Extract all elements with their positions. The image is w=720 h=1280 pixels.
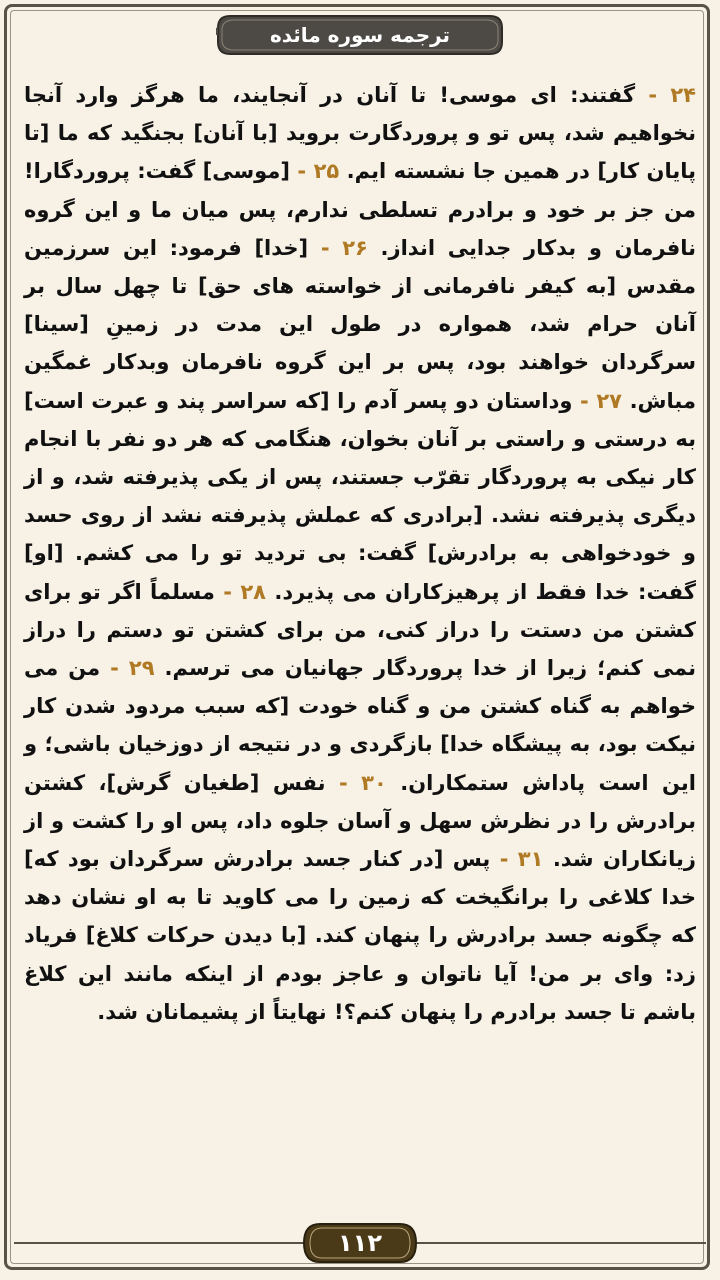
verse-text: من می خواهم به گناه کشتن من و گناه خودت [که سبب مردود شدن کار نیکت بود، به پیشگاه خدا] بازگردی و در نتیجه از دوزخیان باشی؛ و این است پاداش ستمکاران. — [24, 656, 696, 795]
verse-text: مسلماً اگر تو برای کشتن من دستت را دراز کنی، من برای کشتن تو دستم را دراز نمی کنم؛ زیرا از خدا پروردگار جهانیان می ترسم. — [24, 579, 696, 681]
verse-number: ۲۷ - — [580, 388, 622, 413]
verse-text: وداستان دو پسر آدم را [که سراسر پند و عبرت است] به درستی و راستی بر آنان بخوان، هنگامی که هر دو نفر با انجام کار نیکی به پروردگار تقرّب جستند، پس از یکی پذیرفته شد، و از دیگری پذیرفته نشد. [برادری که عملش پذیرفته نشد از روی حسد و خودخواهی به برادرش] گفت: بی تردید تو را می کشم. [او] گفت: خدا فقط از پرهیزکاران می پذیرد. — [24, 388, 697, 604]
title-banner — [216, 14, 504, 56]
verse-text: پس [در کنار جسد برادرش سرگردان بود که] خدا کلاغی را برانگیخت که زمین را می کاوید تا به او نشان دهد که چگونه جسد برادرش را پنهان کند. [با دیدن حرکات کلاغ] فریاد زد: وای بر من! آیا ناتوان و عاجز بودم از اینکه مانند این کلاغ باشم تا جسد برادرم را پنهان کنم؟! نهایتاً از پشیمانان شد. — [24, 847, 696, 1024]
verse-number: ۲۴ - — [648, 83, 696, 107]
verse-number: ۲۸ - — [223, 579, 266, 604]
translation-text — [24, 76, 696, 1216]
verse-text: [موسی] گفت: پروردگارا! من جز بر خود و برادرم تسلطی ندارم، پس میان ما و این گروه نافرمان و بدکار جدایی انداز. — [24, 159, 696, 260]
verse-number: ۲۹ - — [110, 656, 155, 681]
verse-number: ۳۰ - — [339, 770, 387, 795]
verse-number: ۳۱ - — [499, 847, 544, 872]
verse-number: ۲۶ - — [320, 235, 368, 260]
verse-text: نفس [طغیان گرش]، کشتن برادرش را در نظرش سهل و آسان جلوه داد، پس او را کشت و از زیانکاران شد. — [24, 770, 697, 872]
verse-text: [خدا] فرمود: این سرزمین مقدس [به کیفر نافرمانی از خواسته های حق] تا چهل سال بر آنان حرام شد، همواره در طول این مدت در زمینِ [سینا] سرگردان خواهند بود، پس بر این گروه نافرمان وبدکار غمگین مباش. — [24, 235, 696, 413]
page-number-badge — [300, 1220, 420, 1266]
page-number: ۱۱۲ — [338, 1229, 382, 1257]
verse-number: ۲۵ - — [297, 159, 340, 184]
page-title: ترجمه سوره مائده — [269, 23, 451, 47]
verse-text: گفتند: ای موسی! تا آنان در آنجایند، ما هرگز وارد آنجا نخواهیم شد، پس تو و پروردگارت بروید [با آنان] بجنگید که ما [تا پایان کار] در همین جا نشسته ایم. — [24, 83, 697, 184]
